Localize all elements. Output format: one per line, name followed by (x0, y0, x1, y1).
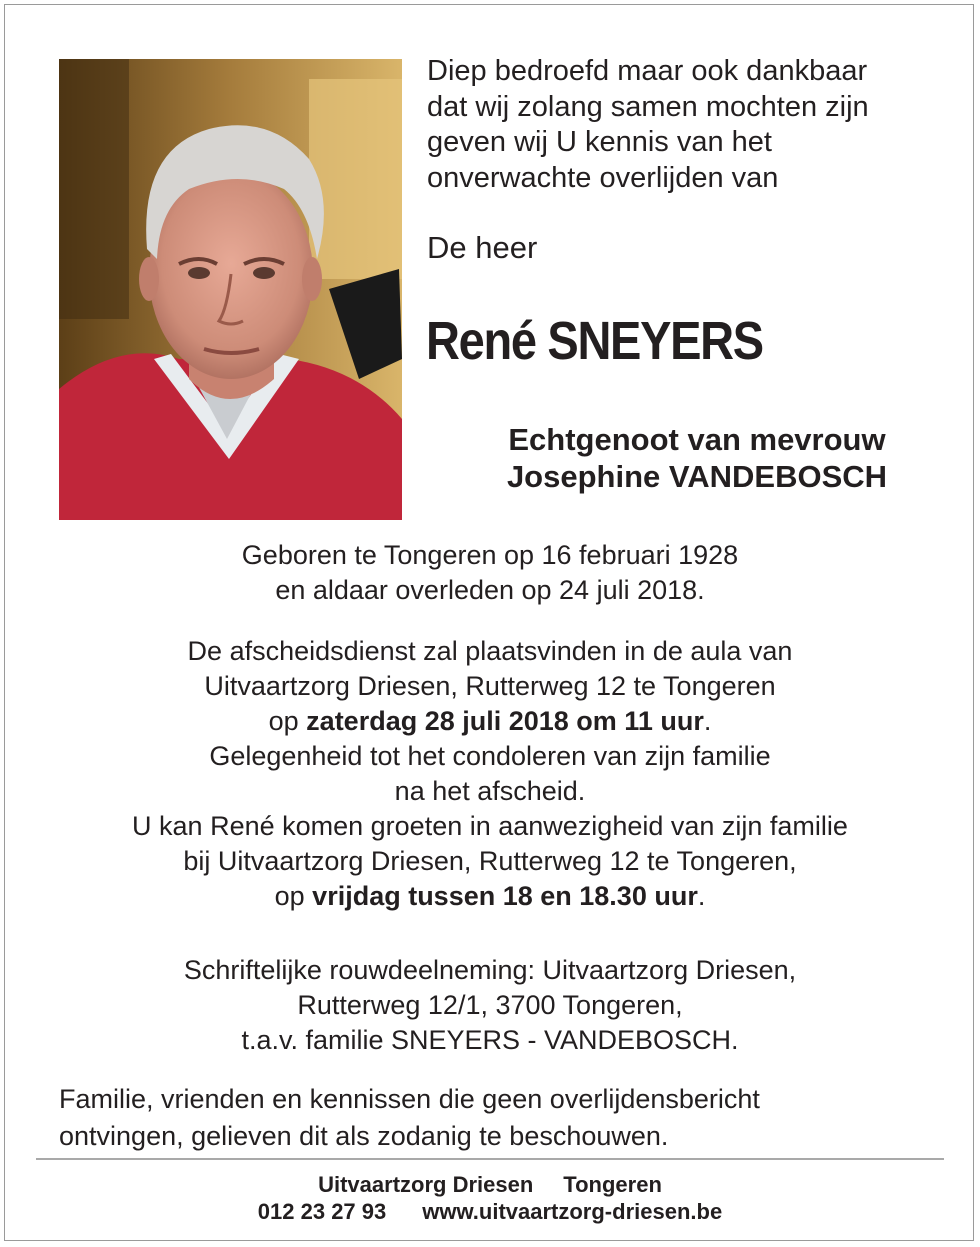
visitation-prefix: op (274, 881, 313, 911)
visitation-date-line (40, 879, 940, 914)
service-date-suffix: . (703, 706, 712, 736)
intro-line: onverwachte overlijden van (427, 161, 779, 194)
spouse-name: Josephine VANDEBOSCH (506, 459, 888, 494)
address-line: Rutterweg 12/1, 3700 Tongeren, (297, 990, 683, 1020)
condolence-address (40, 953, 940, 1058)
birth-death-info (40, 538, 940, 608)
spouse-line: Echtgenoot van mevrouw (508, 422, 886, 457)
service-line: Gelegenheid tot het condoleren van zijn familie (209, 741, 771, 771)
family-note (59, 1081, 939, 1155)
service-line: na het afscheid. (394, 776, 586, 806)
service-date: zaterdag 28 juli 2018 om 11 uur (306, 706, 704, 736)
deceased-name: René SNEYERS (426, 311, 763, 371)
intro-line: Diep bedroefd maar ook dankbaar (427, 55, 868, 87)
service-line: De afscheidsdienst zal plaatsvinden in de aula van (187, 636, 793, 666)
footer (0, 1171, 980, 1225)
portrait-photo (59, 59, 402, 520)
service-info (40, 634, 940, 914)
address-line: t.a.v. familie SNEYERS - VANDEBOSCH. (241, 1025, 739, 1055)
address-line: Schriftelijke rouwdeelneming: Uitvaartzorg Driesen, (183, 955, 797, 985)
funeral-home-phone[interactable]: 012 23 27 93 (257, 1199, 387, 1224)
service-line: bij Uitvaartzorg Driesen, Rutterweg 12 te Tongeren, (183, 846, 797, 876)
visitation-suffix: . (697, 881, 706, 911)
birth-line: Geboren te Tongeren op 16 februari 1928 (241, 540, 739, 570)
service-date-prefix: op (268, 706, 307, 736)
intro-text (427, 54, 947, 196)
service-line: U kan René komen groeten in aanwezigheid van zijn familie (132, 811, 848, 841)
death-line: en aldaar overleden op 24 juli 2018. (275, 575, 705, 605)
visitation-date: vrijdag tussen 18 en 18.30 uur (312, 881, 698, 911)
funeral-home-website[interactable]: www.uitvaartzorg-driesen.be (422, 1199, 723, 1224)
family-note-line: ontvingen, gelieven dit als zodanig te beschouwen. (59, 1121, 669, 1151)
footer-divider (36, 1158, 944, 1160)
footer-row-1 (0, 1171, 980, 1198)
service-date-line (40, 704, 940, 739)
family-note-line: Familie, vrienden en kennissen die geen overlijdensbericht (59, 1084, 760, 1114)
service-line: Uitvaartzorg Driesen, Rutterweg 12 te Tongeren (204, 671, 776, 701)
funeral-home-name: Uitvaartzorg Driesen (318, 1172, 534, 1197)
honorific: De heer (427, 230, 538, 265)
intro-line: dat wij zolang samen mochten zijn (427, 90, 869, 123)
footer-row-2 (0, 1198, 980, 1225)
intro-line: geven wij U kennis van het (427, 126, 772, 158)
spouse-info (427, 421, 967, 495)
funeral-home-city: Tongeren (563, 1172, 662, 1197)
